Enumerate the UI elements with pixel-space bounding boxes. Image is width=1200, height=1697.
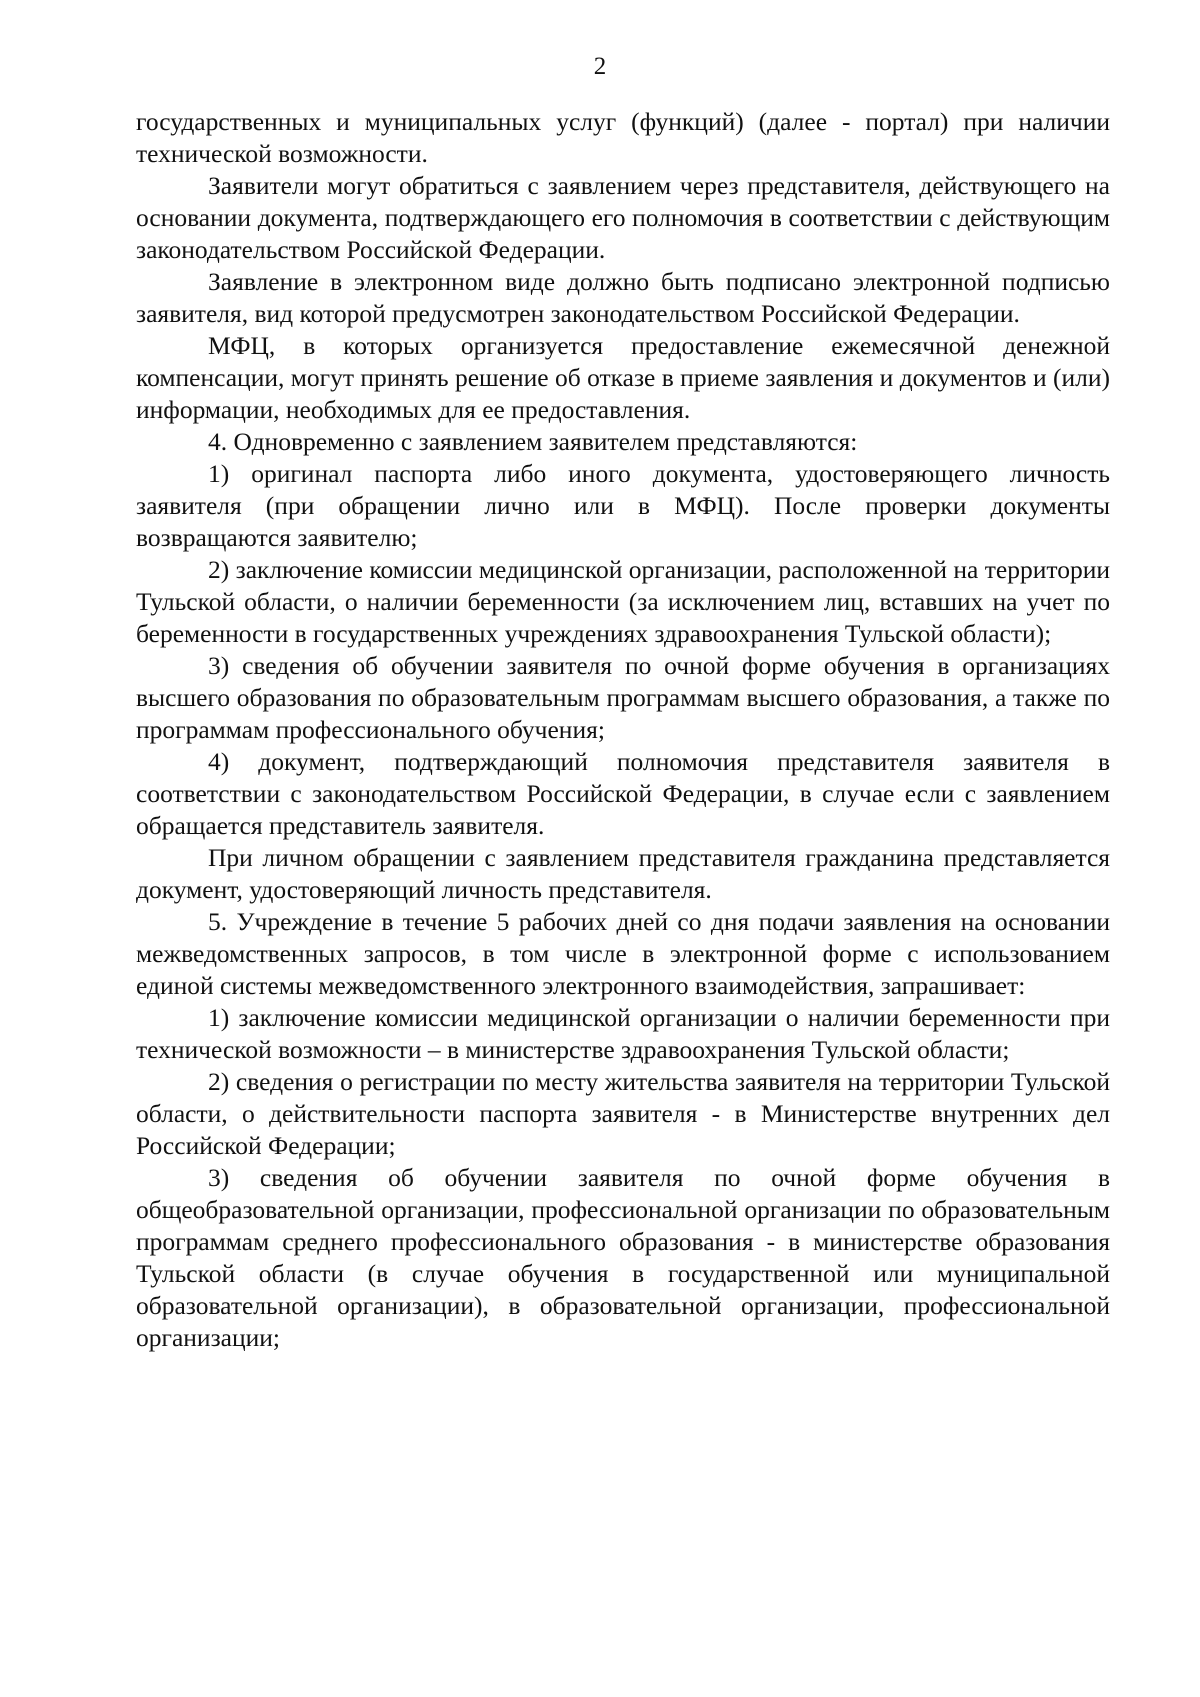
paragraph-item-4-4: 4) документ, подтверждающий полномочия представителя заявителя в соответствии с законодательством Российской Федерации, в случае если с заявлением обращается представитель заявителя. — [136, 747, 1110, 840]
paragraph-personal-appeal: При личном обращении с заявлением представителя гражданина представляется документ, удостоверяющий личность представителя. — [136, 843, 1110, 904]
paragraph-item-5-2: 2) сведения о регистрации по месту жительства заявителя на территории Тульской области, о действительности паспорта заявителя - в Министерстве внутренних дел Российской Федерации; — [136, 1067, 1110, 1160]
paragraph-item-4-2: 2) заключение комиссии медицинской организации, расположенной на территории Тульской области, о наличии беременности (за исключением лиц, вставших на учет по беременности в государственных учреждениях здравоохранения Тульской области); — [136, 555, 1110, 648]
paragraph-electronic-signature: Заявление в электронном виде должно быть подписано электронной подписью заявителя, вид которой предусмотрен законодательством Российской Федерации. — [136, 267, 1110, 328]
page-number: 2 — [593, 53, 607, 80]
paragraph-item-4-3: 3) сведения об обучении заявителя по очной форме обучения в организациях высшего образования по образовательным программам высшего образования, а также по программам профессионального обучения; — [136, 651, 1110, 744]
paragraph-section-4: 4. Одновременно с заявлением заявителем представляются: — [208, 427, 858, 456]
paragraph-representative: Заявители могут обратиться с заявлением через представителя, действующего на основании документа, подтверждающего его полномочия в соответствии с действующим законодательством Российской Федерации. — [136, 171, 1110, 264]
paragraph-item-5-1: 1) заключение комиссии медицинской организации о наличии беременности при технической возможности – в министерстве здравоохранения Тульской области; — [136, 1003, 1110, 1064]
paragraph-item-4-1: 1) оригинал паспорта либо иного документа, удостоверяющего личность заявителя (при обращении лично или в МФЦ). После проверки документы возвращаются заявителю; — [136, 459, 1110, 552]
paragraph-mfc-refusal: МФЦ, в которых организуется предоставление ежемесячной денежной компенсации, могут принять решение об отказе в приеме заявления и документов и (или) информации, необходимых для ее предоставления. — [136, 331, 1110, 424]
paragraph-item-5-3: 3) сведения об обучении заявителя по очной форме обучения в общеобразовательной организации, профессиональной организации по образовательным программам среднего профессионального образования - в министерстве образования Тульской области (в случае обучения в государственной или муниципальной образовательной организации), в образовательной организации, профессиональной организации; — [136, 1163, 1110, 1352]
document-body — [136, 106, 1110, 1354]
paragraph-portal-continuation: государственных и муниципальных услуг (функций) (далее - портал) при наличии технической возможности. — [136, 107, 1110, 168]
paragraph-section-5: 5. Учреждение в течение 5 рабочих дней со дня подачи заявления на основании межведомственных запросов, в том числе в электронной форме с использованием единой системы межведомственного электронного взаимодействия, запрашивает: — [136, 907, 1110, 1000]
